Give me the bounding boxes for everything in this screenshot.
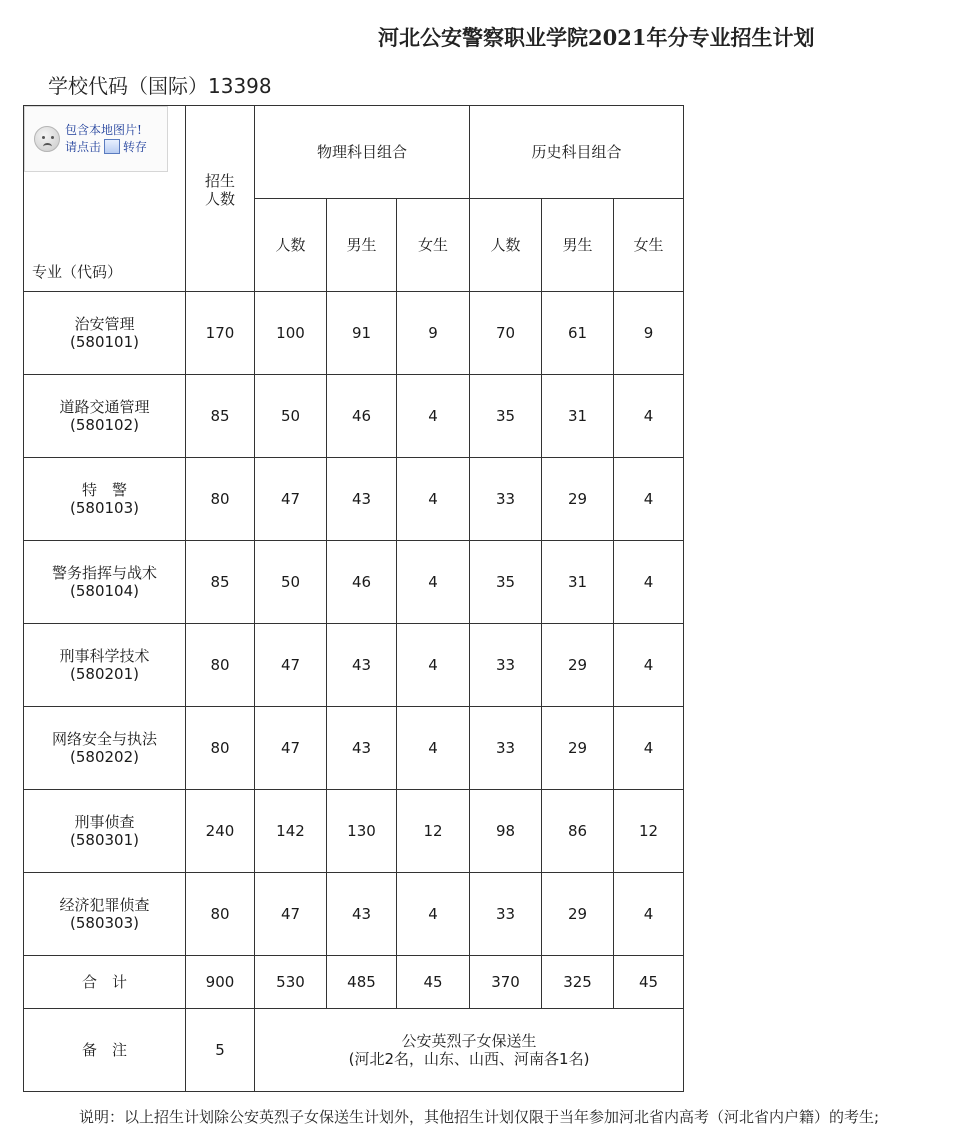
enroll-total-cell: 85 bbox=[186, 375, 255, 458]
history-count-cell: 98 bbox=[470, 790, 542, 873]
history-female-cell: 4 bbox=[614, 873, 684, 956]
placeholder-line2-before: 请点击 bbox=[65, 140, 102, 154]
history-female-header: 女生 bbox=[614, 199, 684, 292]
history-female-cell: 9 bbox=[614, 292, 684, 375]
placeholder-line1: 包含本地图片! bbox=[65, 123, 142, 137]
history-male-cell: 29 bbox=[542, 873, 614, 956]
physics-count-cell: 100 bbox=[255, 292, 327, 375]
history-male-cell: 31 bbox=[542, 375, 614, 458]
physics-female-cell: 4 bbox=[397, 458, 470, 541]
physics-count-cell: 47 bbox=[255, 624, 327, 707]
major-name: 道路交通管理 bbox=[59, 398, 150, 416]
physics-male-cell: 91 bbox=[327, 292, 397, 375]
physics-group-header: 物理科目组合 bbox=[255, 106, 470, 199]
remarks-note-line1: 公安英烈子女保送生 bbox=[401, 1032, 537, 1050]
table-row bbox=[24, 292, 684, 375]
history-female-cell: 12 bbox=[614, 790, 684, 873]
physics-male-cell: 46 bbox=[327, 375, 397, 458]
history-male-cell: 61 bbox=[542, 292, 614, 375]
history-female-cell: 4 bbox=[614, 541, 684, 624]
physics-female-cell: 9 bbox=[397, 292, 470, 375]
physics-female-header: 女生 bbox=[397, 199, 470, 292]
history-male-cell: 29 bbox=[542, 624, 614, 707]
enroll-total-cell: 170 bbox=[186, 292, 255, 375]
physics-female-cell: 12 bbox=[397, 790, 470, 873]
physics-male-cell: 43 bbox=[327, 707, 397, 790]
sum-physics-female-cell: 45 bbox=[397, 956, 470, 1009]
history-count-cell: 33 bbox=[470, 624, 542, 707]
major-cell bbox=[24, 458, 186, 541]
save-image-icon[interactable] bbox=[104, 139, 120, 154]
physics-male-header: 男生 bbox=[327, 199, 397, 292]
physics-count-cell: 47 bbox=[255, 873, 327, 956]
major-name: 刑事科学技术 bbox=[59, 647, 150, 665]
history-count-cell: 70 bbox=[470, 292, 542, 375]
physics-male-cell: 43 bbox=[327, 458, 397, 541]
major-name: 刑事侦查 bbox=[74, 813, 135, 831]
physics-count-cell: 50 bbox=[255, 375, 327, 458]
history-count-cell: 35 bbox=[470, 541, 542, 624]
major-code: (580303) bbox=[70, 914, 139, 932]
history-group-header: 历史科目组合 bbox=[470, 106, 684, 199]
major-code: (580101) bbox=[70, 333, 139, 351]
major-code: (580104) bbox=[70, 582, 139, 600]
physics-female-cell: 4 bbox=[397, 873, 470, 956]
major-name: 治安管理 bbox=[74, 315, 135, 333]
history-female-cell: 4 bbox=[614, 375, 684, 458]
major-code: (580202) bbox=[70, 748, 139, 766]
physics-count-cell: 142 bbox=[255, 790, 327, 873]
major-cell bbox=[24, 790, 186, 873]
table-row bbox=[24, 873, 684, 956]
major-cell bbox=[24, 292, 186, 375]
physics-male-cell: 43 bbox=[327, 624, 397, 707]
sum-label: 合 计 bbox=[24, 956, 186, 1009]
major-code: (580201) bbox=[70, 665, 139, 683]
major-header: 专业（代码） bbox=[32, 263, 123, 281]
header-row-group bbox=[24, 106, 684, 199]
history-count-cell: 35 bbox=[470, 375, 542, 458]
history-male-cell: 31 bbox=[542, 541, 614, 624]
physics-male-cell: 46 bbox=[327, 541, 397, 624]
physics-female-cell: 4 bbox=[397, 375, 470, 458]
enroll-total-cell: 85 bbox=[186, 541, 255, 624]
remarks-row bbox=[24, 1009, 684, 1092]
history-count-cell: 33 bbox=[470, 458, 542, 541]
sum-row bbox=[24, 956, 684, 1009]
history-male-cell: 86 bbox=[542, 790, 614, 873]
sad-face-icon bbox=[34, 126, 60, 152]
table-row bbox=[24, 790, 684, 873]
page-title: 河北公安警察职业学院2021年分专业招生计划 bbox=[378, 25, 815, 50]
enroll-total-cell: 80 bbox=[186, 707, 255, 790]
enroll-total-cell: 240 bbox=[186, 790, 255, 873]
history-male-header: 男生 bbox=[542, 199, 614, 292]
history-female-cell: 4 bbox=[614, 707, 684, 790]
enroll-count-header bbox=[186, 106, 255, 292]
remarks-note-line2: (河北2名，山东、山西、河南各1名) bbox=[348, 1050, 590, 1068]
physics-count-cell: 50 bbox=[255, 541, 327, 624]
physics-male-cell: 43 bbox=[327, 873, 397, 956]
enroll-total-cell: 80 bbox=[186, 458, 255, 541]
major-cell bbox=[24, 375, 186, 458]
image-placeholder[interactable] bbox=[24, 106, 168, 172]
major-cell bbox=[24, 707, 186, 790]
sum-physics-count-cell: 530 bbox=[255, 956, 327, 1009]
sum-enroll-total-cell: 900 bbox=[186, 956, 255, 1009]
major-code: (580102) bbox=[70, 416, 139, 434]
table-row bbox=[24, 707, 684, 790]
physics-male-cell: 130 bbox=[327, 790, 397, 873]
major-code: (580103) bbox=[70, 499, 139, 517]
remarks-label: 备 注 bbox=[24, 1009, 186, 1092]
major-cell bbox=[24, 873, 186, 956]
major-name: 经济犯罪侦查 bbox=[59, 896, 150, 914]
enroll-header-line2: 人数 bbox=[204, 189, 235, 208]
table-row bbox=[24, 375, 684, 458]
history-count-cell: 33 bbox=[470, 873, 542, 956]
physics-count-cell: 47 bbox=[255, 458, 327, 541]
placeholder-line2-after: 转存 bbox=[123, 140, 148, 154]
history-count-cell: 33 bbox=[470, 707, 542, 790]
remarks-value: 5 bbox=[186, 1009, 255, 1092]
sum-history-male-cell: 325 bbox=[542, 956, 614, 1009]
header-corner-cell bbox=[24, 106, 186, 292]
footnote: 说明：以上招生计划除公安英烈子女保送生计划外，其他招生计划仅限于当年参加河北省内高考（河北省内户籍）的考生; bbox=[79, 1108, 880, 1126]
physics-female-cell: 4 bbox=[397, 624, 470, 707]
physics-female-cell: 4 bbox=[397, 707, 470, 790]
major-name: 警务指挥与战术 bbox=[51, 564, 157, 582]
major-cell bbox=[24, 624, 186, 707]
major-code: (580301) bbox=[70, 831, 139, 849]
table-row bbox=[24, 541, 684, 624]
major-cell bbox=[24, 541, 186, 624]
major-name: 网络安全与执法 bbox=[51, 730, 157, 748]
enroll-total-cell: 80 bbox=[186, 873, 255, 956]
enroll-total-cell: 80 bbox=[186, 624, 255, 707]
sum-history-female-cell: 45 bbox=[614, 956, 684, 1009]
remarks-note-cell bbox=[255, 1009, 684, 1092]
enrollment-plan-table bbox=[23, 105, 684, 1092]
sum-physics-male-cell: 485 bbox=[327, 956, 397, 1009]
history-male-cell: 29 bbox=[542, 707, 614, 790]
physics-count-header: 人数 bbox=[255, 199, 327, 292]
history-female-cell: 4 bbox=[614, 624, 684, 707]
physics-female-cell: 4 bbox=[397, 541, 470, 624]
history-female-cell: 4 bbox=[614, 458, 684, 541]
history-male-cell: 29 bbox=[542, 458, 614, 541]
table-row bbox=[24, 624, 684, 707]
physics-count-cell: 47 bbox=[255, 707, 327, 790]
table-row bbox=[24, 458, 684, 541]
major-name: 特 警 bbox=[81, 481, 127, 499]
history-count-header: 人数 bbox=[470, 199, 542, 292]
sum-history-count-cell: 370 bbox=[470, 956, 542, 1009]
enroll-header-line1: 招生 bbox=[204, 171, 235, 190]
school-code: 学校代码（国际）13398 bbox=[48, 74, 272, 98]
